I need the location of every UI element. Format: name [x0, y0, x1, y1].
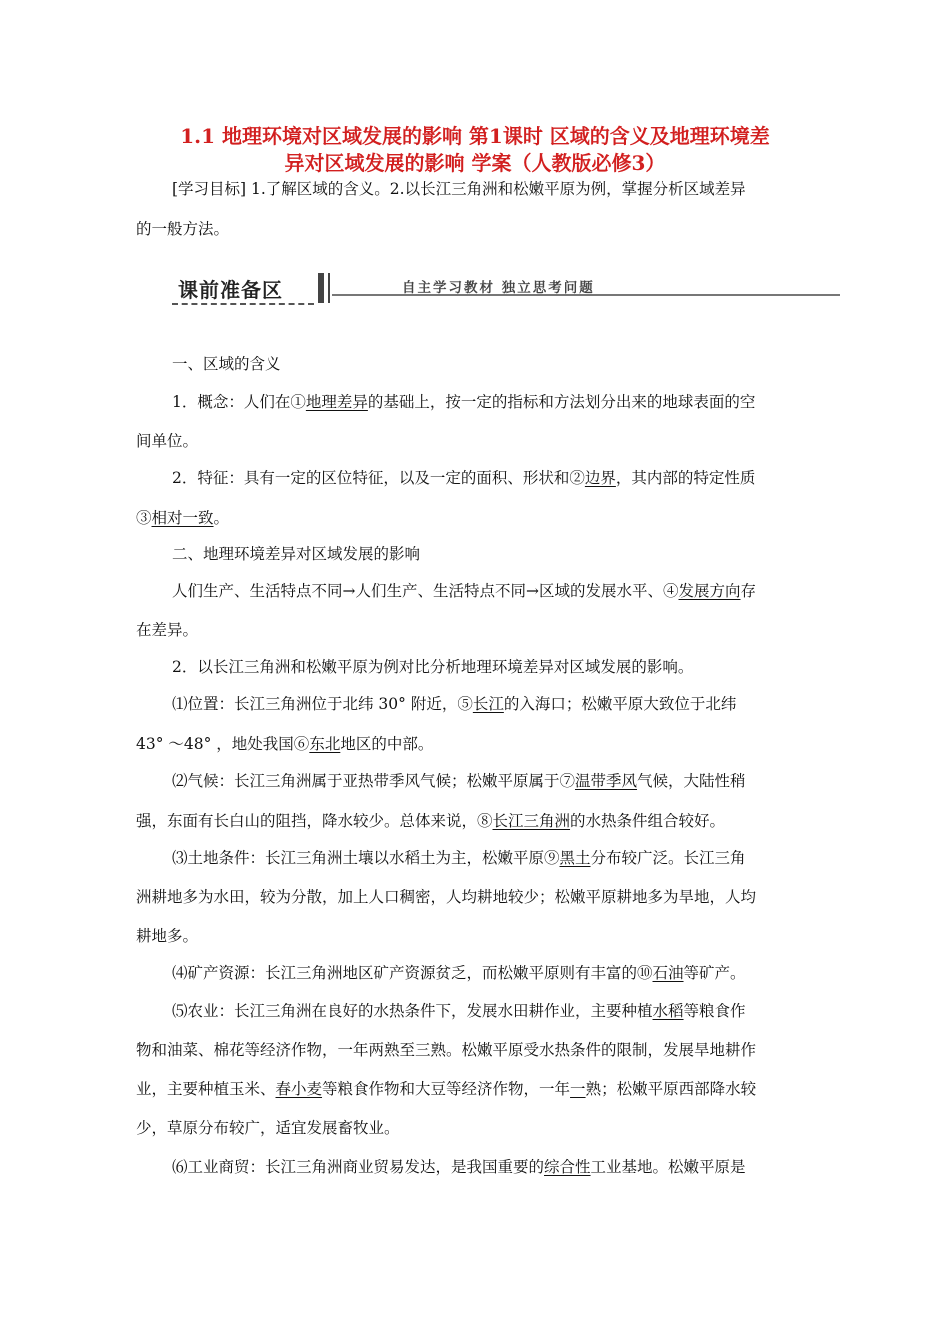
banner-subtitle: 自主学习教材 独立思考问题 — [402, 280, 595, 296]
paragraph-chain-line-1: 人们生产、生活特点不同→人们生产、生活特点不同→区域的发展水平、④发展方向存 — [172, 582, 757, 600]
section-heading-2: 二、地理环境差异对区域发展的影响 — [172, 545, 421, 563]
paragraph-agriculture-line-4: 少，草原分布较广，适宜发展畜牧业。 — [136, 1119, 400, 1137]
answer-blank-10: 石油 — [652, 964, 684, 982]
answer-blank-12: 春小麦 — [275, 1080, 323, 1098]
paragraph-agriculture-line-3: 业，主要种植玉米、春小麦等粮食作物和大豆等经济作物，一年一熟；松嫩平原西部降水较 — [136, 1080, 757, 1098]
answer-blank-4: 发展方向 — [678, 582, 741, 600]
learning-objectives-line-1: [学习目标] 1.了解区域的含义。2.以长江三角洲和松嫩平原为例，掌握分析区域差异 — [172, 180, 746, 198]
paragraph-industry-line-1: ⑹工业商贸：长江三角洲商业贸易发达，是我国重要的综合性工业基地。松嫩平原是 — [172, 1158, 746, 1176]
paragraph-location-line-2: 43° ～48° ，地处我国⑥东北地区的中部。 — [136, 735, 434, 753]
paragraph-land-line-3: 耕地多。 — [136, 927, 199, 945]
learning-objectives-line-2: 的一般方法。 — [136, 220, 230, 238]
document-title-line-1: 1.1 地理环境对区域发展的影响 第1课时 区域的含义及地理环境差 — [180, 124, 770, 148]
paragraph-location-line-1: ⑴位置：长江三角洲位于北纬 30° 附近，⑤长江的入海口；松嫩平原大致位于北纬 — [172, 695, 737, 713]
paragraph-concept-line-2: 间单位。 — [136, 432, 199, 450]
paragraph-comparison-intro: 2．以长江三角洲和松嫩平原为例对比分析地理环境差异对区域发展的影响。 — [172, 658, 694, 676]
paragraph-minerals: ⑷矿产资源：长江三角洲地区矿产资源贫乏，而松嫩平原则有丰富的⑩石油等矿产。 — [172, 964, 746, 982]
paragraph-chain-line-2: 在差异。 — [136, 621, 199, 639]
section-heading-1: 一、区域的含义 — [172, 355, 281, 373]
answer-blank-8: 长江三角洲 — [492, 812, 571, 830]
document-title-line-2: 异对区域发展的影响 学案（人教版必修3） — [284, 151, 666, 175]
paragraph-feature-line-2: ③相对一致。 — [136, 509, 230, 527]
banner-divider-thin-bar — [328, 273, 330, 303]
banner-rule — [332, 294, 840, 296]
paragraph-concept-line-1: 1．概念：人们在①地理差异的基础上，按一定的指标和方法划分出来的地球表面的空 — [172, 393, 756, 411]
paragraph-climate-line-2: 强，东面有长白山的阻挡，降水较少。总体来说，⑧长江三角洲的水热条件组合较好。 — [136, 812, 726, 830]
paragraph-land-line-2: 洲耕地多为水田，较为分散，加上人口稠密，人均耕地较少；松嫩平原耕地多为旱地，人均 — [136, 888, 757, 906]
section-banner — [172, 270, 840, 306]
answer-blank-2: 边界 — [584, 469, 616, 487]
banner-divider-bar — [318, 273, 324, 303]
paragraph-climate-line-1: ⑵气候：长江三角洲属于亚热带季风气候；松嫩平原属于⑦温带季风气候，大陆性稍 — [172, 772, 746, 790]
banner-dashed-underline — [172, 303, 314, 305]
answer-blank-1: 地理差异 — [305, 393, 368, 411]
answer-blank-7: 温带季风 — [575, 772, 638, 790]
paragraph-feature-line-1: 2．特征：具有一定的区位特征，以及一定的面积、形状和②边界，其内部的特定性质 — [172, 469, 756, 487]
answer-blank-5: 长江 — [472, 695, 504, 713]
paragraph-agriculture-line-2: 物和油菜、棉花等经济作物，一年两熟至三熟。松嫩平原受水热条件的限制，发展旱地耕作 — [136, 1041, 757, 1059]
answer-blank-9: 黑土 — [559, 849, 591, 867]
paragraph-agriculture-line-1: ⑸农业：长江三角洲在良好的水热条件下，发展水田耕作业，主要种植水稻等粮食作 — [172, 1002, 746, 1020]
answer-blank-14: 综合性 — [544, 1158, 591, 1176]
banner-title: 课前准备区 — [178, 278, 283, 302]
answer-blank-3: 相对一致 — [151, 509, 214, 527]
answer-blank-13: 一 — [570, 1080, 586, 1098]
answer-blank-6: 东北 — [309, 735, 341, 753]
paragraph-land-line-1: ⑶土地条件：长江三角洲土壤以水稻土为主，松嫩平原⑨黑土分布较广泛。长江三角 — [172, 849, 746, 867]
answer-blank-11: 水稻 — [652, 1002, 684, 1020]
